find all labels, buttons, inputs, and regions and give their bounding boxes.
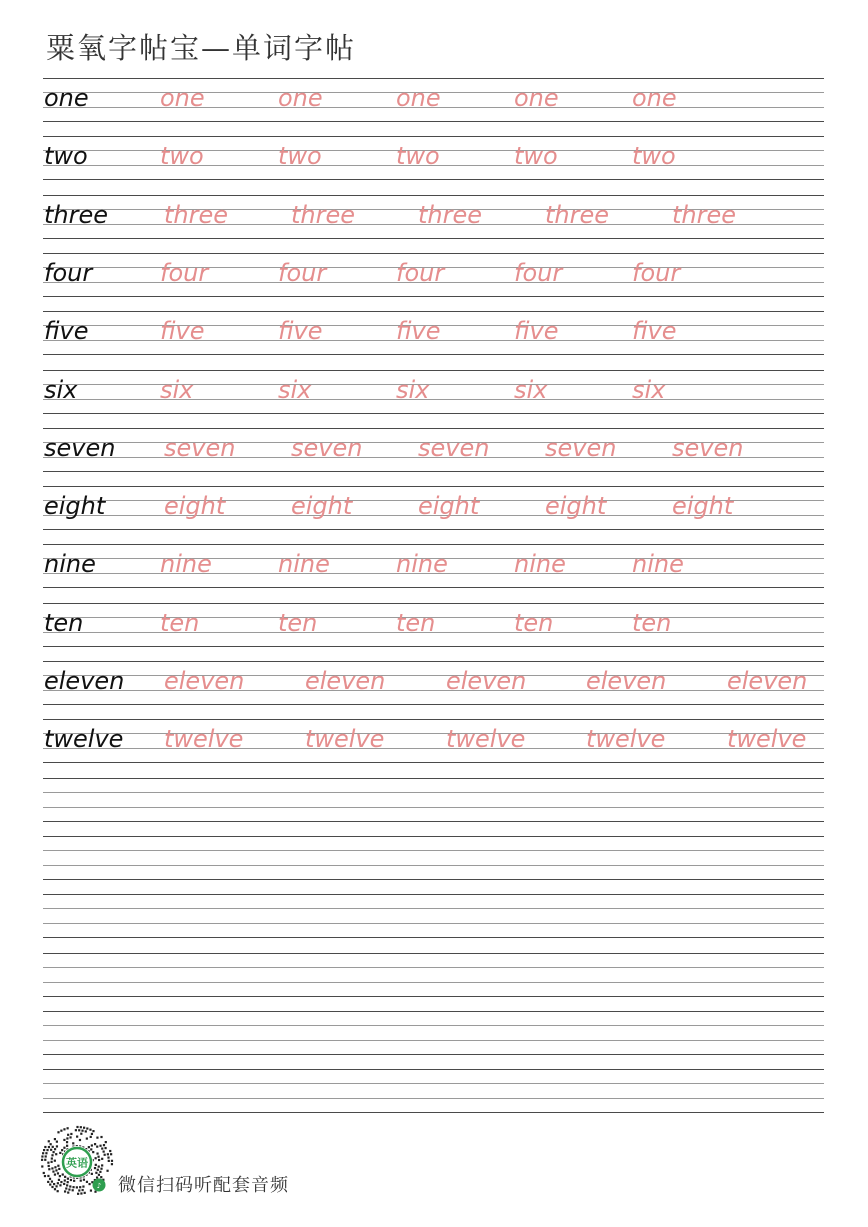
model-word: six bbox=[44, 376, 78, 404]
model-word: five bbox=[44, 317, 89, 345]
qr-module bbox=[101, 1158, 103, 1160]
qr-module bbox=[98, 1159, 100, 1161]
qr-module bbox=[63, 1183, 65, 1185]
word-row bbox=[43, 253, 824, 297]
qr-module bbox=[54, 1173, 56, 1175]
trace-word: five bbox=[278, 317, 323, 345]
trace-word: nine bbox=[514, 550, 566, 578]
qr-module bbox=[110, 1153, 112, 1155]
word-row bbox=[43, 370, 824, 414]
qr-module bbox=[45, 1152, 47, 1154]
qr-module bbox=[97, 1156, 99, 1158]
trace-word: one bbox=[514, 84, 559, 112]
qr-module bbox=[54, 1148, 56, 1150]
trace-word: three bbox=[291, 201, 356, 229]
qr-module bbox=[82, 1185, 84, 1187]
qr-module bbox=[72, 1142, 74, 1144]
qr-module bbox=[59, 1175, 61, 1177]
qr-module bbox=[78, 1189, 80, 1191]
rule-line bbox=[43, 792, 824, 793]
trace-word: four bbox=[632, 259, 681, 287]
qr-module bbox=[95, 1164, 97, 1166]
rule-line bbox=[43, 1025, 824, 1026]
qr-module bbox=[80, 1180, 82, 1182]
trace-word: twelve bbox=[727, 725, 807, 753]
qr-module bbox=[76, 1136, 78, 1138]
qr-module bbox=[82, 1189, 84, 1191]
model-word: nine bbox=[44, 550, 96, 578]
trace-word: eleven bbox=[164, 667, 245, 695]
qr-module bbox=[66, 1184, 68, 1186]
qr-module bbox=[51, 1167, 53, 1169]
trace-word: six bbox=[396, 376, 430, 404]
qr-module bbox=[76, 1126, 78, 1128]
qr-module bbox=[73, 1180, 75, 1182]
rule-line bbox=[43, 953, 824, 954]
qr-module bbox=[52, 1170, 54, 1172]
trace-word: seven bbox=[418, 434, 490, 462]
model-word: four bbox=[44, 259, 93, 287]
trace-word: three bbox=[164, 201, 229, 229]
qr-module bbox=[55, 1169, 57, 1171]
qr-module bbox=[57, 1131, 59, 1133]
qr-module bbox=[52, 1151, 54, 1153]
rule-line bbox=[43, 982, 824, 983]
qr-module bbox=[69, 1185, 71, 1187]
qr-module bbox=[88, 1183, 90, 1185]
qr-module bbox=[94, 1143, 96, 1145]
footer bbox=[40, 1125, 440, 1205]
word-row bbox=[43, 428, 824, 472]
qr-module bbox=[70, 1179, 72, 1181]
rule-line bbox=[43, 1054, 824, 1055]
qr-module bbox=[81, 1130, 83, 1132]
qr-module bbox=[100, 1168, 102, 1170]
qr-module bbox=[79, 1139, 81, 1141]
qr-module bbox=[44, 1146, 46, 1148]
qr-module bbox=[96, 1176, 98, 1178]
rule-line bbox=[43, 850, 824, 851]
qr-module bbox=[111, 1160, 113, 1162]
model-word: three bbox=[44, 201, 109, 229]
trace-word: two bbox=[396, 142, 440, 170]
qr-module bbox=[90, 1136, 92, 1138]
qr-module bbox=[92, 1151, 94, 1153]
trace-word: seven bbox=[164, 434, 236, 462]
rule-line bbox=[43, 967, 824, 968]
rule-line bbox=[43, 1098, 824, 1099]
trace-word: five bbox=[514, 317, 559, 345]
trace-word: two bbox=[514, 142, 558, 170]
model-word: eight bbox=[44, 492, 106, 520]
trace-word: seven bbox=[672, 434, 744, 462]
trace-word: eight bbox=[164, 492, 226, 520]
qr-module bbox=[98, 1166, 100, 1168]
word-row bbox=[43, 311, 824, 355]
model-word: one bbox=[44, 84, 89, 112]
qr-module bbox=[99, 1171, 101, 1173]
trace-word: three bbox=[545, 201, 610, 229]
ruled-band bbox=[43, 1069, 824, 1113]
trace-word: two bbox=[632, 142, 676, 170]
qr-module bbox=[104, 1147, 106, 1149]
qr-module bbox=[95, 1157, 97, 1159]
trace-word: twelve bbox=[164, 725, 244, 753]
qr-module bbox=[57, 1182, 59, 1184]
qr-module bbox=[47, 1175, 49, 1177]
qr-module bbox=[100, 1176, 102, 1178]
rule-line bbox=[43, 879, 824, 880]
qr-module bbox=[41, 1155, 43, 1157]
rule-line bbox=[43, 996, 824, 997]
trace-word: ten bbox=[632, 609, 672, 637]
qr-module bbox=[50, 1149, 52, 1151]
qr-module bbox=[67, 1181, 69, 1183]
qr-module bbox=[57, 1165, 59, 1167]
qr-module bbox=[48, 1168, 50, 1170]
qr-module bbox=[44, 1175, 46, 1177]
trace-word: eight bbox=[672, 492, 734, 520]
model-word: ten bbox=[44, 609, 84, 637]
qr-module bbox=[48, 1165, 50, 1167]
qr-module bbox=[66, 1137, 68, 1139]
qr-module bbox=[72, 1189, 74, 1191]
qr-module bbox=[96, 1146, 98, 1148]
qr-module bbox=[46, 1149, 48, 1151]
scan-instruction: 微信扫码听配套音频 bbox=[118, 1175, 289, 1196]
word-row bbox=[43, 661, 824, 705]
rule-line bbox=[43, 778, 824, 779]
qr-module bbox=[49, 1183, 51, 1185]
model-word: seven bbox=[44, 434, 116, 462]
qr-module bbox=[88, 1146, 90, 1148]
qr-module bbox=[56, 1141, 58, 1143]
trace-word: four bbox=[160, 259, 209, 287]
qr-module bbox=[83, 1179, 85, 1181]
qr-module bbox=[109, 1150, 111, 1152]
qr-module bbox=[106, 1170, 108, 1172]
qr-module bbox=[57, 1190, 59, 1192]
qr-module bbox=[99, 1145, 101, 1147]
trace-word: five bbox=[396, 317, 441, 345]
qr-module bbox=[67, 1127, 69, 1129]
trace-word: three bbox=[418, 201, 483, 229]
qr-module bbox=[91, 1133, 93, 1135]
qr-module bbox=[58, 1179, 60, 1181]
qr-module bbox=[51, 1186, 53, 1188]
qr-module bbox=[59, 1152, 61, 1154]
qr-module bbox=[91, 1144, 93, 1146]
word-row bbox=[43, 486, 824, 530]
qr-module bbox=[103, 1144, 105, 1146]
rule-line bbox=[43, 1069, 824, 1070]
qr-module bbox=[64, 1176, 66, 1178]
qr-module bbox=[63, 1147, 65, 1149]
qr-module bbox=[67, 1191, 69, 1193]
trace-word: ten bbox=[396, 609, 436, 637]
qr-module bbox=[98, 1174, 100, 1176]
handwriting-sheet bbox=[43, 78, 824, 1118]
qr-module bbox=[80, 1192, 82, 1194]
trace-word: five bbox=[160, 317, 205, 345]
trace-word: eight bbox=[291, 492, 353, 520]
trace-word: twelve bbox=[586, 725, 666, 753]
qr-module bbox=[101, 1164, 103, 1166]
qr-module bbox=[51, 1157, 53, 1159]
model-word: twelve bbox=[44, 725, 124, 753]
trace-word: ten bbox=[278, 609, 318, 637]
trace-word: six bbox=[160, 376, 194, 404]
model-word: eleven bbox=[44, 667, 125, 695]
qr-module bbox=[48, 1146, 50, 1148]
trace-word: one bbox=[278, 84, 323, 112]
qr-module bbox=[42, 1152, 44, 1154]
qr-module bbox=[107, 1153, 109, 1155]
rule-line bbox=[43, 807, 824, 808]
qr-module bbox=[80, 1126, 82, 1128]
qr-module bbox=[64, 1179, 66, 1181]
word-row bbox=[43, 719, 824, 763]
trace-word: ten bbox=[514, 609, 554, 637]
qr-module bbox=[67, 1134, 69, 1136]
trace-word: nine bbox=[632, 550, 684, 578]
qr-module bbox=[95, 1172, 97, 1174]
qr-module bbox=[56, 1145, 58, 1147]
qr-module bbox=[54, 1160, 56, 1162]
rule-line bbox=[43, 1040, 824, 1041]
qr-module bbox=[66, 1141, 68, 1143]
qr-module bbox=[70, 1133, 72, 1135]
qr-module bbox=[64, 1190, 66, 1192]
qr-module bbox=[94, 1191, 96, 1193]
qr-module bbox=[48, 1140, 50, 1142]
word-row bbox=[43, 544, 824, 588]
qr-module bbox=[76, 1186, 78, 1188]
qr-module bbox=[68, 1188, 70, 1190]
rule-line bbox=[43, 1011, 824, 1012]
trace-word: eleven bbox=[727, 667, 808, 695]
qr-module bbox=[60, 1181, 62, 1183]
trace-word: seven bbox=[291, 434, 363, 462]
trace-word: four bbox=[396, 259, 445, 287]
qr-module bbox=[60, 1130, 62, 1132]
model-word: two bbox=[44, 142, 88, 170]
qr-module bbox=[104, 1154, 106, 1156]
qr-module bbox=[101, 1147, 103, 1149]
trace-word: two bbox=[278, 142, 322, 170]
qr-module bbox=[80, 1133, 82, 1135]
trace-word: two bbox=[160, 142, 204, 170]
trace-word: nine bbox=[160, 550, 212, 578]
qr-module bbox=[77, 1193, 79, 1195]
qr-module bbox=[41, 1165, 43, 1167]
qr-module bbox=[55, 1185, 57, 1187]
trace-word: six bbox=[278, 376, 312, 404]
trace-word: four bbox=[278, 259, 327, 287]
rule-line bbox=[43, 923, 824, 924]
trace-word: eight bbox=[418, 492, 480, 520]
qr-module bbox=[61, 1149, 63, 1151]
qr-module bbox=[103, 1150, 105, 1152]
qr-module bbox=[83, 1127, 85, 1129]
trace-word: eleven bbox=[586, 667, 667, 695]
qr-badge-label: 英语 bbox=[66, 1156, 88, 1170]
qr-module bbox=[90, 1189, 92, 1191]
trace-word: twelve bbox=[446, 725, 526, 753]
qr-module bbox=[44, 1159, 46, 1161]
qr-module bbox=[96, 1137, 98, 1139]
trace-word: nine bbox=[396, 550, 448, 578]
qr-module bbox=[69, 1136, 71, 1138]
ruled-band bbox=[43, 953, 824, 997]
qr-module bbox=[45, 1155, 47, 1157]
word-row bbox=[43, 78, 824, 122]
trace-word: six bbox=[514, 376, 548, 404]
trace-word: eleven bbox=[305, 667, 386, 695]
qr-module bbox=[53, 1183, 55, 1185]
qr-module bbox=[58, 1168, 60, 1170]
qr-module bbox=[47, 1162, 49, 1164]
qr-module bbox=[50, 1143, 52, 1145]
qr-module bbox=[85, 1130, 87, 1132]
qr-module bbox=[47, 1181, 49, 1183]
qr-module bbox=[51, 1161, 53, 1163]
qr-module bbox=[66, 1145, 68, 1147]
rule-line bbox=[43, 894, 824, 895]
qr-module bbox=[97, 1169, 99, 1171]
trace-word: one bbox=[396, 84, 441, 112]
svg-text:♪: ♪ bbox=[96, 1182, 102, 1190]
qr-module bbox=[54, 1138, 56, 1140]
trace-word: three bbox=[672, 201, 737, 229]
qr-module bbox=[86, 1127, 88, 1129]
qr-module bbox=[86, 1181, 88, 1183]
qr-module bbox=[43, 1172, 45, 1174]
ruled-band bbox=[43, 778, 824, 822]
qr-module bbox=[55, 1153, 57, 1155]
qr-module bbox=[79, 1186, 81, 1188]
word-row bbox=[43, 136, 824, 180]
rule-line bbox=[43, 865, 824, 866]
qr-module bbox=[89, 1129, 91, 1131]
qr-module bbox=[75, 1129, 77, 1131]
qr-module bbox=[96, 1152, 98, 1154]
qr-module bbox=[94, 1167, 96, 1169]
rule-line bbox=[43, 821, 824, 822]
qr-module bbox=[86, 1137, 88, 1139]
trace-word: ten bbox=[160, 609, 200, 637]
trace-word: one bbox=[160, 84, 205, 112]
qr-code-icon[interactable] bbox=[40, 1125, 114, 1199]
ruled-band bbox=[43, 1011, 824, 1055]
qr-module bbox=[52, 1146, 54, 1148]
qr-module bbox=[92, 1130, 94, 1132]
qr-module bbox=[41, 1159, 43, 1161]
qr-module bbox=[51, 1154, 53, 1156]
qr-module bbox=[100, 1136, 102, 1138]
qr-module bbox=[72, 1186, 74, 1188]
qr-module bbox=[57, 1172, 59, 1174]
qr-module bbox=[59, 1184, 61, 1186]
trace-word: four bbox=[514, 259, 563, 287]
rule-line bbox=[43, 1112, 824, 1113]
trace-word: five bbox=[632, 317, 677, 345]
qr-module bbox=[63, 1128, 65, 1130]
qr-module bbox=[111, 1163, 113, 1165]
word-row bbox=[43, 195, 824, 239]
trace-word: eleven bbox=[446, 667, 527, 695]
trace-word: nine bbox=[278, 550, 330, 578]
qr-module bbox=[63, 1139, 65, 1141]
qr-module bbox=[62, 1173, 64, 1175]
ruled-band bbox=[43, 894, 824, 938]
qr-module bbox=[84, 1192, 86, 1194]
qr-module bbox=[91, 1173, 93, 1175]
qr-module bbox=[54, 1188, 56, 1190]
rule-line bbox=[43, 836, 824, 837]
trace-word: eight bbox=[545, 492, 607, 520]
qr-module bbox=[51, 1180, 53, 1182]
word-row bbox=[43, 603, 824, 647]
trace-word: twelve bbox=[305, 725, 385, 753]
qr-module bbox=[49, 1178, 51, 1180]
rule-line bbox=[43, 1083, 824, 1084]
ruled-band bbox=[43, 836, 824, 880]
qr-module bbox=[105, 1141, 107, 1143]
qr-module bbox=[43, 1149, 45, 1151]
qr-module bbox=[65, 1187, 67, 1189]
trace-word: six bbox=[632, 376, 666, 404]
qr-module bbox=[108, 1160, 110, 1162]
rule-line bbox=[43, 937, 824, 938]
page-title: 粟氧字帖宝—单词字帖 bbox=[46, 31, 357, 65]
rule-line bbox=[43, 908, 824, 909]
qr-module bbox=[107, 1156, 109, 1158]
trace-word: one bbox=[632, 84, 677, 112]
qr-module bbox=[90, 1148, 92, 1150]
qr-module bbox=[54, 1166, 56, 1168]
qr-module bbox=[67, 1178, 69, 1180]
qr-module bbox=[78, 1129, 80, 1131]
trace-word: seven bbox=[545, 434, 617, 462]
